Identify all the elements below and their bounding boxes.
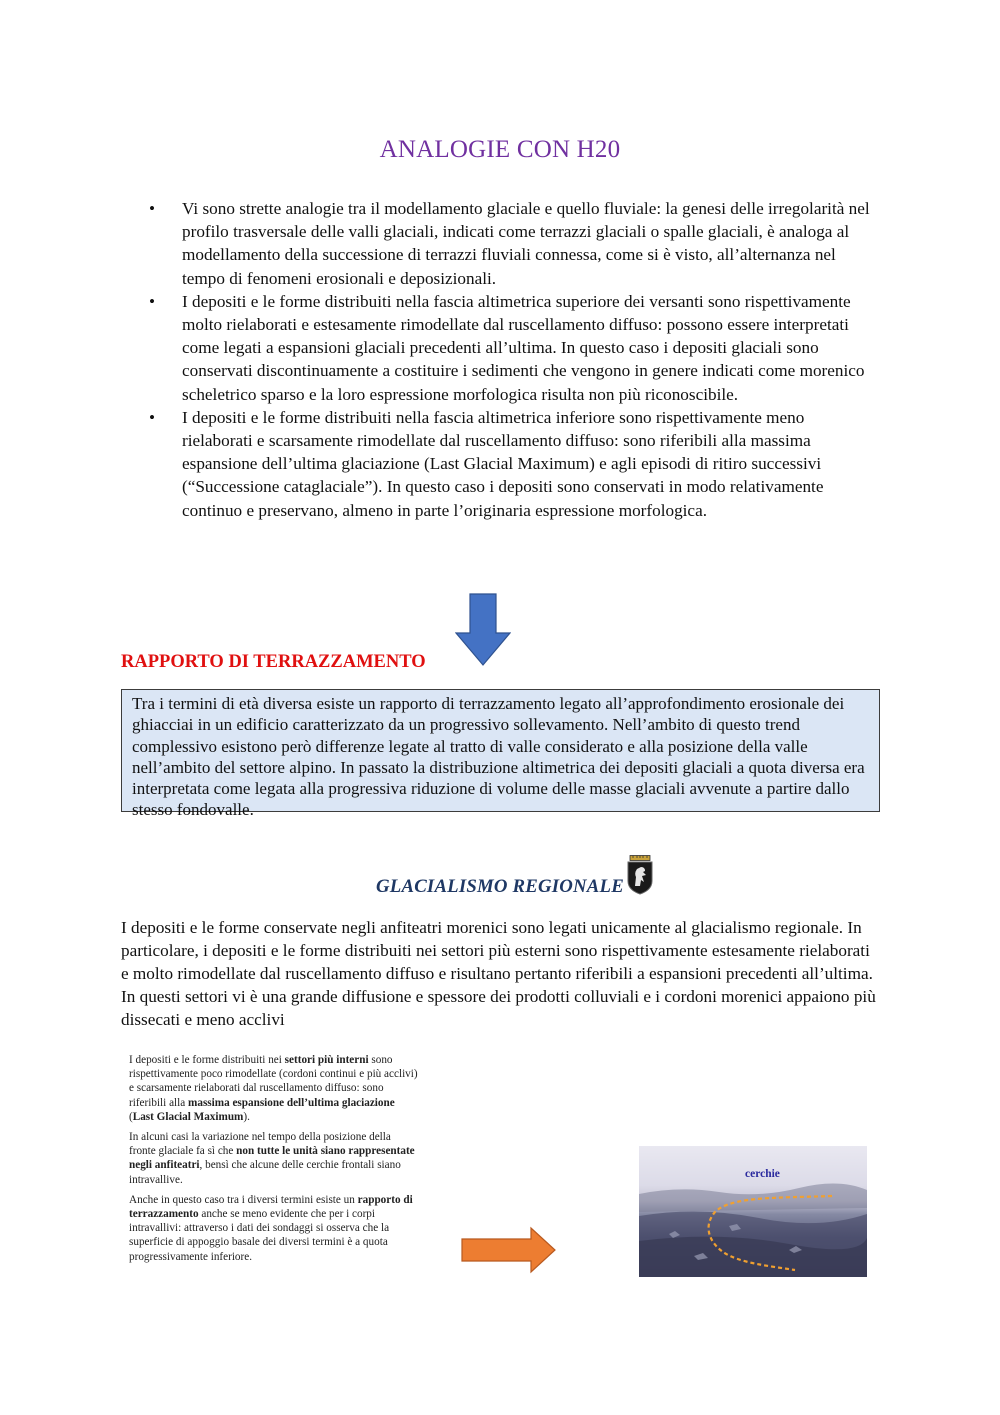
list-item	[145, 197, 875, 290]
arrow-down-icon	[455, 593, 511, 667]
crest-icon	[626, 855, 654, 895]
list-item	[145, 406, 875, 522]
photo-label: cerchie	[745, 1168, 780, 1180]
inset-paragraph-3	[129, 1193, 419, 1264]
terrazzamento-info-box: Tra i termini di età diversa esiste un rapporto di terrazzamento legato all’approfondimento erosionale dei ghiacciai in un edificio caratterizzato da un progressivo sollevamento. Nell’ambito di questo trend complessivo esistono però differenze legate al tratto di valle considerato e alla posizione della valle nell’ambito del settore alpino. In passato la distribuzione altimetrica dei depositi glaciali a quota diversa era interpretata come legata alla progressiva riduzione di volume delle masse glaciali avvenute a partire dallo stesso fondovalle.	[121, 689, 880, 812]
arrow-right-icon	[461, 1226, 557, 1274]
bullet-marker: •	[149, 199, 156, 218]
inset-emphasis: massima espansione dell’ultima glaciazione	[188, 1096, 395, 1109]
list-item-text: I depositi e le forme distribuiti nella fascia altimetrica inferiore sono rispettivamente meno rielaborati e scarsamente rimodellate dal ruscellamento diffuso: sono riferibili alla massima espansione dell’ultima glaciazione (Last Glacial Maximum) e agli episodi di ritiro successivi (“Successione cataglaciale”). In questo caso i depositi sono conservati in modo relativamente continuo e preservano, almeno in parte l’originaria espressione morfologica.	[182, 407, 824, 520]
inset-emphasis: non tutte le unità siano rappresentate negli anfiteatri	[129, 1145, 415, 1172]
page-title: ANALOGIE CON H20	[379, 136, 621, 163]
regionale-paragraph: I depositi e le forme conservate negli anfiteatri morenici sono legati unicamente al glacialismo regionale. In particolare, i depositi e le forme distribuiti nei settori più esterni sono rispettivamente estesamente rielaborati e molto rimodellate dal ruscellamento diffuso e risultano pertanto riferibili a espansioni precedenti all’ultima. In questi settori vi è una grande diffusione e spessore dei prodotti colluviali e i cordoni morenici appaiono più dissecati e meno acclivi	[121, 918, 876, 1029]
inset-text: sono rispettivamente poco rimodellate (cordoni continui e più acclivi) e scarsamente rielaborati dal ruscellamento diffuso: sono riferibili alla	[129, 1054, 418, 1109]
inset-text: , bensì che alcune delle cerchie frontali siano intravallive.	[129, 1159, 401, 1186]
list-item-text: Vi sono strette analogie tra il modellamento glaciale e quello fluviale: la genesi delle irregolarità nel profilo trasversale delle valli glaciali, indicati come terrazzi glaciali o spalle glaciali, è analoga al modellamento della successione di terrazzi fluviali connessa, come si è visto, all’alternanza nel tempo di fenomeni erosionali e deposizionali.	[182, 199, 870, 288]
landscape-illustration	[639, 1146, 867, 1277]
inset-emphasis: rapporto di terrazzamento	[129, 1193, 413, 1221]
analogies-list	[145, 197, 875, 522]
inset-text: anche se meno evidente che per i corpi intravallivi: attraverso i dati dei sondaggi si osserva che la superficie di appoggio basale dei diversi termini è a quota progressivamente inferiore.	[129, 1208, 390, 1263]
inset-emphasis: Last Glacial Maximum	[132, 1110, 244, 1123]
inset-emphasis: settori più interni	[284, 1054, 369, 1066]
inset-text: Anche in questo caso tra i diversi termini esiste un	[129, 1193, 358, 1206]
inset-paragraph-2	[129, 1130, 419, 1187]
list-item	[145, 290, 875, 406]
moraine-photo	[639, 1146, 867, 1277]
section-heading-regionale: GLACIALISMO REGIONALE	[376, 876, 624, 897]
inset-text: I depositi e le forme distribuiti nei	[129, 1054, 285, 1066]
inset-text: In alcuni casi la variazione nel tempo della posizione della fronte glaciale fa sì che	[129, 1131, 391, 1158]
bullet-marker: •	[149, 407, 156, 427]
inset-text: ).	[243, 1110, 250, 1123]
section-heading-terrazzamento: RAPPORTO DI TERRAZZAMENTO	[121, 652, 426, 672]
inset-paragraph-1	[129, 1053, 419, 1124]
inset-text-column	[129, 1053, 419, 1270]
list-item-text: I depositi e le forme distribuiti nella fascia altimetrica superiore dei versanti sono rispettivamente molto rielaborati e estesamente rimodellate dal ruscellamento diffuso: possono essere interpretati come legati a espansioni glaciali precedenti all’ultima. In questo caso i depositi glaciali sono conservati discontinuamente a costituire i sedimenti che vengono in genere indicati come morenico scheletrico sparso e la loro espressione morfologica risulta non più riconoscibile.	[182, 291, 865, 404]
inset-text: (	[129, 1110, 133, 1123]
bullet-marker: •	[149, 291, 156, 311]
